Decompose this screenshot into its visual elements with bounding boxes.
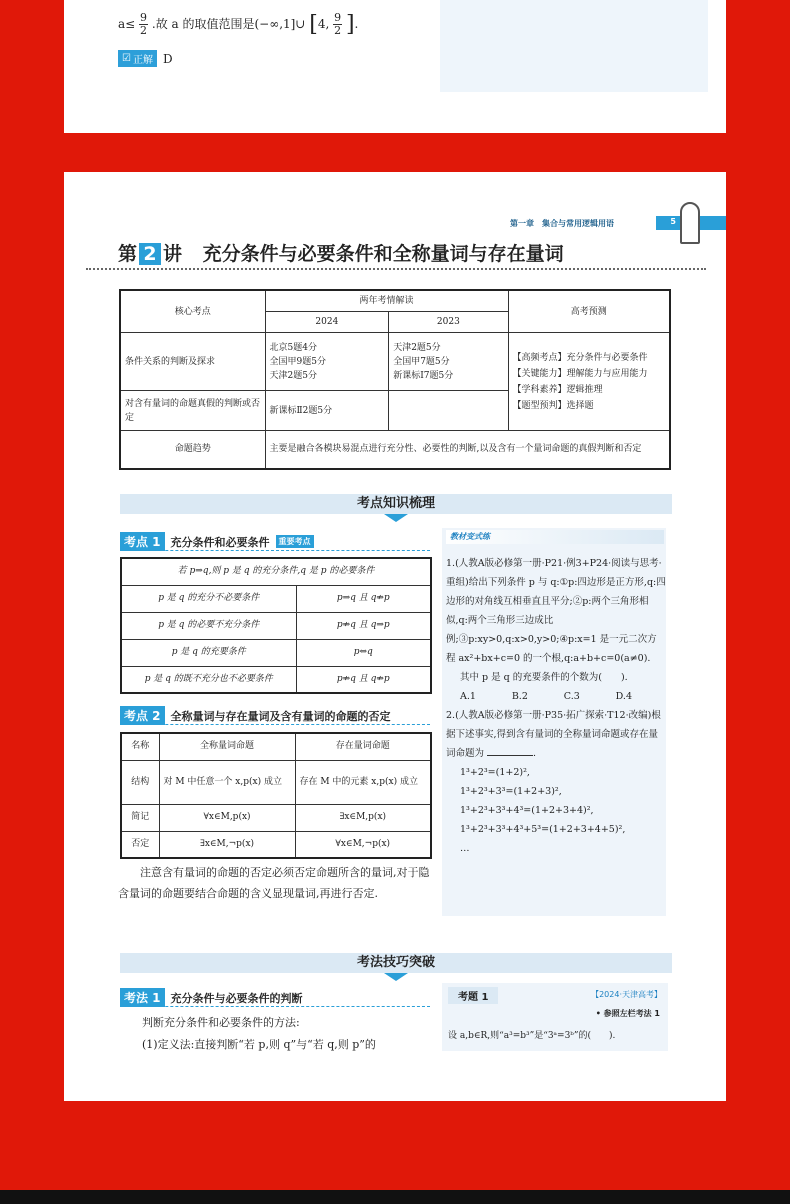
core-point: 对含有量词的命题真假的判断或否定 <box>120 391 265 431</box>
fraction: $\frac{9}{2}$ <box>334 11 342 37</box>
trend-label: 命题趋势 <box>120 431 265 469</box>
running-header <box>510 216 726 230</box>
year-2024: 2024 <box>265 312 389 333</box>
math-text: a≤ <box>118 17 136 31</box>
condition-table: 若 p⇒q,则 p 是 q 的充分条件,q 是 p 的必要条件 p 是 q 的充分不必要条件 p⇒q 且 q⇏p p 是 q 的必要不充分条件 p⇏q 且 q⇒p p 是 q 的充要条件 p⇔q p 是 q 的既不充分也不必要条件 p⇏q 且 q⇏p <box>120 557 432 694</box>
exercise-panel <box>442 528 666 916</box>
check-icon: ☑ <box>122 53 131 64</box>
kaodian-1-heading: 考点 1 充分条件和必要条件 重要考点 <box>120 532 314 551</box>
topic-label: 集合与常用逻辑用语 <box>542 218 614 228</box>
answer-line <box>118 50 173 67</box>
chapter-label: 第一章 <box>510 218 534 228</box>
options: A.1 B.2 C.3 D.4 <box>460 691 632 702</box>
header-forecast: 高考预测 <box>508 290 670 333</box>
exam-2024: 北京5题4分 全国甲9题5分 天津2题5分 <box>265 333 389 391</box>
section-heading: 考点知识梳理 <box>120 494 672 514</box>
dotted-divider <box>86 268 706 270</box>
solution-line: a≤ $\frac{9}{2}$ .故 a 的取值范围是(−∞,1]∪ [4, $\frac{9}{2}$ ]. <box>118 11 359 37</box>
forecast-cell: 【高频考点】充分条件与必要条件 【关键能力】理解能力与应用能力 【学科素养】逻辑推理 【题型预判】选择题 <box>508 333 670 431</box>
note-paragraph: 注意含有量词的命题的否定必须否定命题所含的量词,对于隐含量词的命题要结合命题的含义显现量词,再进行否定. <box>118 866 430 900</box>
exam-source: 【2024·天津高考】 <box>591 990 662 999</box>
sidebar-panel <box>440 0 708 92</box>
exam-question-box <box>442 983 668 1051</box>
trend-text: 主要是融合各模块易混点进行充分性、必要性的判断,以及含有一个量词命题的真假判断和否定 <box>265 431 670 469</box>
header-core: 核心考点 <box>120 290 265 333</box>
kaodian-2-heading: 考点 2 全称量词与存在量词及含有量词的命题的否定 <box>120 706 391 725</box>
lesson-title: 第 2 讲 充分条件与必要条件和全称量词与存在量词 <box>118 243 564 265</box>
bottom-edge <box>0 1190 790 1204</box>
exam-2023 <box>389 391 508 431</box>
answer-blank <box>487 746 533 756</box>
quantifier-table: 名称 全称量词命题 存在量词命题 结构 对 M 中任意一个 x,p(x) 成立 存在 M 中的元素 x,p(x) 成立 简记 ∀x∈M,p(x) ∃x∈M,p(x) 否定 ∃x∈M,¬p(x) ∀x∈M,¬p(x) <box>120 732 432 859</box>
equation-list: 1³+2³=(1+2)², 1³+2³+3³=(1+2+3)², 1³+2³+3³+4³=(1+2+3+4)², 1³+2³+3³+4³+5³=(1+2+3+4+5)², … <box>460 767 626 854</box>
panel-title: 教材变式练 <box>446 530 664 544</box>
math-text: .故 a 的取值范围是(−∞,1]∪ <box>151 17 306 31</box>
exam-2024: 新课标Ⅱ2题5分 <box>265 391 389 431</box>
header-years: 两年考情解读 <box>265 290 508 312</box>
year-2023: 2023 <box>389 312 508 333</box>
page-number: 5 <box>670 217 676 226</box>
question-1-prompt: 其中 p 是 q 的充要条件的个数为( ). <box>460 672 628 683</box>
exam-title: 考题 1 <box>448 987 498 1004</box>
exam-2023: 天津2题5分 全国甲7题5分 新课标Ⅰ7题5分 <box>389 333 508 391</box>
previous-page-fragment <box>64 0 726 133</box>
exam-reference: • 参照左栏考法 1 <box>595 1009 660 1018</box>
exam-question: 设 a,b∈R,则“a³=b³”是“3ᵃ=3ᵇ”的( ). <box>448 1031 616 1041</box>
question-2: 2.(人教A版必修第一册·P35·拓广探索·T12·改编)根据下述事实,得到含有量词的全称量词命题或存在量词命题为 . <box>446 710 661 759</box>
fraction: $\frac{9}{2}$ <box>140 11 148 37</box>
answer-value: D <box>162 51 173 66</box>
kaofa-1-heading: 考法 1 充分条件与必要条件的判断 <box>120 988 303 1007</box>
textbook-page <box>64 172 726 1101</box>
lesson-title-text: 充分条件与必要条件和全称量词与存在量词 <box>202 243 564 265</box>
important-tag: 重要考点 <box>276 535 314 548</box>
key-icon <box>680 202 700 244</box>
answer-badge: ☑ 正解 <box>118 50 157 67</box>
core-point: 条件关系的判断及探求 <box>120 333 265 391</box>
lesson-number: 2 <box>139 243 161 265</box>
section-heading: 考法技巧突破 <box>120 953 672 973</box>
overview-table <box>119 289 671 470</box>
method-text: 判断充分条件和必要条件的方法: (1)定义法:直接判断“若 p,则 q”与“若 q,则 p”的 <box>142 1016 376 1051</box>
math-text: 4, <box>317 17 330 31</box>
question-1: 1.(人教A版必修第一册·P21·例3+P24·阅读与思考·重组)给出下列条件 p 与 q:①p:四边形是正方形,q:四边形的对角线互相垂直且平分;②p:两个三角形相似,q:两个三角形三边成比例;③p:xy>0,q:x>0,y>0;④p:x=1 是一元二次方程 ax²+bx+c=0 的一个根,q:a+b+c=0(a≠0). <box>446 558 666 664</box>
